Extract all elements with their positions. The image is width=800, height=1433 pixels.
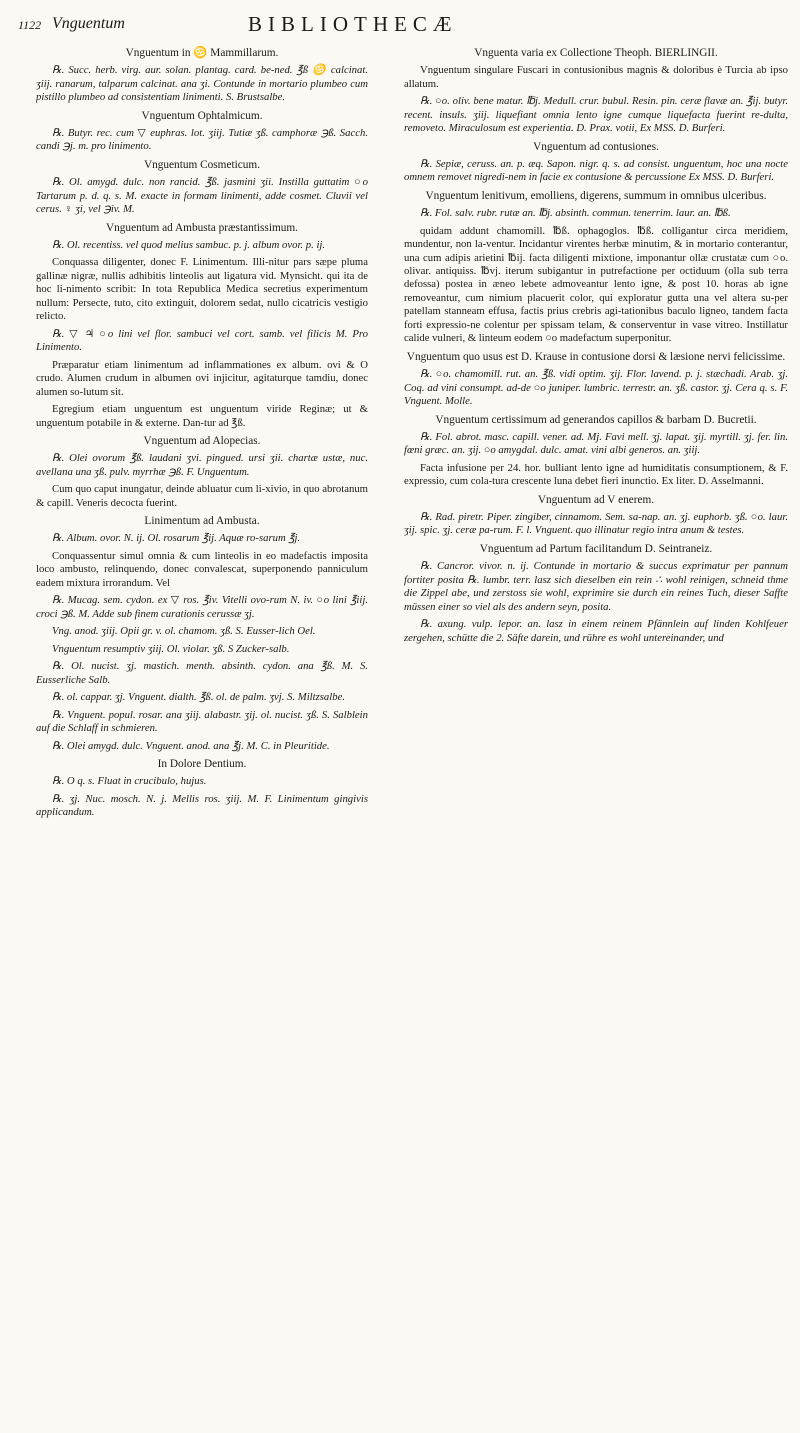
running-head bbox=[18, 12, 788, 38]
section-heading: Vnguentum in ♋ Mammillarum. bbox=[125, 47, 279, 59]
section-heading: Vnguentum Cosmeticum. bbox=[143, 158, 261, 171]
section-heading: Vnguentum ad Alopecias. bbox=[143, 435, 261, 448]
recipe-paragraph: ℞. O q. s. Fluat in crucibulo, hujus. bbox=[52, 775, 207, 788]
running-head-title: Vnguentum bbox=[52, 15, 125, 32]
recipe-paragraph: Vnguentum resumptiv ʒiij. Ol. violar. ʒß. S Zucker-salb. bbox=[52, 642, 290, 655]
recipe-paragraph: Vng. anod. ʒiij. Opii gr. v. ol. chamom. ʒß. S. Eusser-lich Oel. bbox=[52, 625, 316, 638]
recipe-paragraph: ℞. Cancror. vivor. n. ij. Contunde in mortario & succus exprimatur per pannum fortiter posita ℞. lumbr. terr. lasz sich dieselben ein rein ∴ wohl reinigen, schneid thme die Zippel abe, und zerstoss sie wohl, exprimire sie durch ein reines Tuch, dieser Saffte müssen einer so viel als des andern seyn, posita. bbox=[404, 560, 788, 613]
text-paragraph: Conquassa diligenter, donec F. Linimentum. Illi-nitur pars sæpe pluma gallinæ nigræ, nullis adhibitis linteolis aut ligatura vid. Mynsicht. qui ita de hoc li-nimento scribit: In tota Republica Medica secretius experimentum nullum: Persecte, tuto, cito extinguit, dolorem sedat, nullo cicatricis vestigio relicto. bbox=[36, 256, 368, 323]
recipe-paragraph: ℞. Ol. nucist. ʒj. mastich. menth. absinth. cydon. ana ℥ß. M. S. Eusserliche Salb. bbox=[36, 660, 368, 686]
running-head-caps: BIBLIOTHECÆ bbox=[248, 12, 458, 36]
recipe-paragraph: ℞. ▽ ♃ ○o lini vel flor. sambuci vel cort. samb. vel filicis M. Pro Linimento. bbox=[36, 327, 368, 354]
recipe-paragraph: ℞. Ol. amygd. dulc. non rancid. ℥ß. jasmini ʒii. Instilla guttatim ○o Tartarum p. d. q. s. M. exacte in formam linimenti, adde cosmet. Cluvii vel cerus. ♀ ʒi, vel ℈iv. M. bbox=[36, 176, 368, 216]
text-paragraph: quidam addunt chamomill. ℔ß. ophagoglos. ℔ß. colligantur circa meridiem, mundentur, non la-ventur. Incidantur virentes herbæ minutim, & in mortario conterantur, una cum adipis arietini ℔ij. facta diligenti mixtione, imponantur ollæ crustatæ cum ○o. olivar. antiquiss. ℔vj. iterum subigantur in putrefactione per octiduum (olla sub terra defossa) postea in æneo lebete admoveantur lento igne, & post 10. horas ab igne removeantur, cum nimium placuerit color, qui exploratur gutta una vel altera su-per patellam stanneam effusa, factis prius crebris agi-tationibus baculo ligneo, tandem facta forti expressio-ne colentur per spissam telam, & conserventur in vase vitreo. Instillatur calide vulneri, & linteum eodem ○o madefactum superponitur. bbox=[404, 224, 788, 345]
section-heading: Vnguenta varia ex Collectione Theoph. BIERLINGII. bbox=[474, 47, 718, 59]
recipe-paragraph: ℞. Fol. salv. rubr. rutæ an. ℔j. absinth. commun. tenerrim. laur. an. ℔ß. bbox=[420, 207, 731, 220]
section-heading: Vnguentum ad Ambusta præstantissimum. bbox=[105, 221, 299, 234]
recipe-paragraph: ℞. Album. ovor. N. ij. Ol. rosarum ℥ij. Aquæ ro-sarum ℥j. bbox=[52, 532, 301, 545]
section-heading: Vnguentum certissimum ad generandos capillos & barbam D. Bucretii. bbox=[435, 413, 757, 426]
recipe-paragraph: ℞. Vnguent. popul. rosar. ana ʒiij. alabastr. ʒij. ol. nucist. ʒß. S. Salblein auf die Schlaff in schmieren. bbox=[36, 708, 368, 735]
recipe-paragraph: ℞. Ol. recentiss. vel quod melius sambuc. p. j. album ovor. p. ij. bbox=[52, 238, 326, 251]
recipe-paragraph: ℞. Olei ovorum ℥ß. laudani ʒvi. pingued. ursi ʒii. chartæ ustæ, nuc. avellana una ʒß. pulv. myrrhæ ℈ß. F. Unguentum. bbox=[36, 452, 368, 478]
recipe-paragraph: ℞. ʒj. Nuc. mosch. N. j. Mellis ros. ʒiij. M. F. Linimentum gingivis applicandum. bbox=[36, 792, 368, 819]
text-paragraph: Præparatur etiam linimentum ad inflammationes ex album. ovi & O crudo. Alumen crudum in albumen ovi injicitur, agitaturque tamdiu, donec alumen so-lutum sit. bbox=[36, 358, 368, 398]
recipe-paragraph: ℞. Succ. herb. virg. aur. solan. plantag. card. be-ned. ℥ß ♋ calcinat. ʒiij. ranarum, talparum calcinat. ana ʒi. Contunde in mortario plumbeo cum pistillo plumbeo ad consistentiam linimenti. S. Brustsalbe. bbox=[36, 64, 368, 104]
recipe-paragraph: ℞. ○o. oliv. bene matur. ℔j. Medull. crur. bubul. Resin. pin. ceræ flavæ an. ℥ij. butyr. recent. insuls. ʒiij. liquefiant omnia lento igne cumque liquefacta fuerint re-dulta, removeto. Miraculosum est experientia. D. Prax. votii, Ex MSS. D. Burferi. bbox=[404, 95, 788, 135]
text-paragraph: Cum quo caput inungatur, deinde abluatur cum li-xivio, in quo abrotanum & capill. Veneris decocta fuerint. bbox=[36, 483, 368, 509]
section-heading: In Dolore Dentium. bbox=[157, 758, 247, 771]
recipe-paragraph: ℞. ○o. chamomill. rut. an. ℥ß. vidi optim. ʒij. Flor. lavend. p. j. stæchadi. Arab. ʒj. Coq. ad vini consumpt. ad-de ○o juniper. lumbric. terrestr. an. ʒß. castor. ʒj. Cera q. s. F. Vnguent. Molle. bbox=[404, 368, 788, 408]
recipe-paragraph: ℞. ol. cappar. ʒj. Vnguent. dialth. ℥ß. ol. de palm. ʒvj. S. Miltzsalbe. bbox=[52, 691, 346, 704]
section-heading: Vnguentum lenitivum, emolliens, digerens, summum in omnibus ulceribus. bbox=[425, 189, 767, 202]
recipe-paragraph: ℞. Mucag. sem. cydon. ex ▽ ros. ℥iv. Vitelli ovo-rum N. iv. ○o lini ℥iij. croci ℈ß. M. Adde sub finem curationis cerussæ ʒj. bbox=[36, 594, 368, 620]
section-heading: Vnguentum quo usus est D. Krause in contusione dorsi & læsione nervi felicissime. bbox=[406, 350, 786, 363]
recipe-paragraph: ℞. Rad. piretr. Piper. zingiber, cinnamom. Sem. sa-nap. an. ʒj. euphorb. ʒß. ○o. laur. ʒij. spic. ʒj. ceræ pa-rum. F. l. Vnguent. quo illinatur regio intra anum & testes. bbox=[404, 510, 788, 537]
text-paragraph: Egregium etiam unguentum est unguentum viride Reginæ; ut & unguentum potabile in & externe. Dan-tur ad ℥ß. bbox=[36, 403, 368, 429]
section-heading: Linimentum ad Ambusta. bbox=[144, 515, 260, 528]
left-column bbox=[36, 46, 368, 1423]
section-heading: Vnguentum ad Partum facilitandum D. Seintraneiz. bbox=[479, 542, 713, 555]
text-paragraph: Vnguentum singulare Fuscari in contusionibus magnis & doloribus è Turcia ab ipso allatum. bbox=[404, 64, 788, 90]
section-heading: Vnguentum Ophtalmicum. bbox=[141, 109, 263, 122]
page-number: 1122 bbox=[18, 18, 42, 32]
text-paragraph: Facta infusione per 24. hor. bulliant lento igne ad humiditatis consumptionem, & F. expressio, cum cola-tura crescente luna debet fieri inunctio. Ex liter. D. Asselmanni. bbox=[404, 461, 788, 488]
recipe-paragraph: ℞. Olei amygd. dulc. Vnguent. anod. ana ℥j. M. C. in Pleuritide. bbox=[52, 739, 330, 752]
recipe-paragraph: ℞. Sepiæ, ceruss. an. p. æq. Sapon. nigr. q. s. ad consist. unguentum, hoc una nocte omnem removet nigredi-nem in facie ex contusione & percussione Ex MSS. D. Burferi. bbox=[404, 157, 788, 184]
recipe-paragraph: ℞. Fol. abrot. masc. capill. vener. ad. Mj. Favi mell. ʒj. lapat. ʒij. myrtill. ʒj. fer. lin. fœni græc. an. ʒij. ○o amygdal. dulc. amat. vini albi generos. an. ʒiij. bbox=[404, 430, 788, 457]
section-heading: Vnguentum ad contusiones. bbox=[533, 140, 659, 153]
section-heading: Vnguentum ad V enerem. bbox=[537, 493, 655, 506]
text-paragraph: Conquassentur simul omnia & cum linteolis in eo madefactis imposita loco ambusto, relinquendo, donec convalescat, superponendo panniculum eadem mixtura irrorandum. Vel bbox=[36, 549, 368, 589]
recipe-paragraph: ℞. axung. vulp. lepor. an. lasz in einem reinem Pfännlein auf linden Kohlfeuer zergehen, schütte die 2. Säfte darein, und rühre es wohl untereinander, und bbox=[404, 618, 788, 644]
right-column bbox=[404, 46, 788, 1423]
recipe-paragraph: ℞. Butyr. rec. cum ▽ euphras. lot. ʒiij. Tutiæ ʒß. camphoræ ℈ß. Sacch. candi ℈j. m. pro linimento. bbox=[36, 126, 368, 153]
